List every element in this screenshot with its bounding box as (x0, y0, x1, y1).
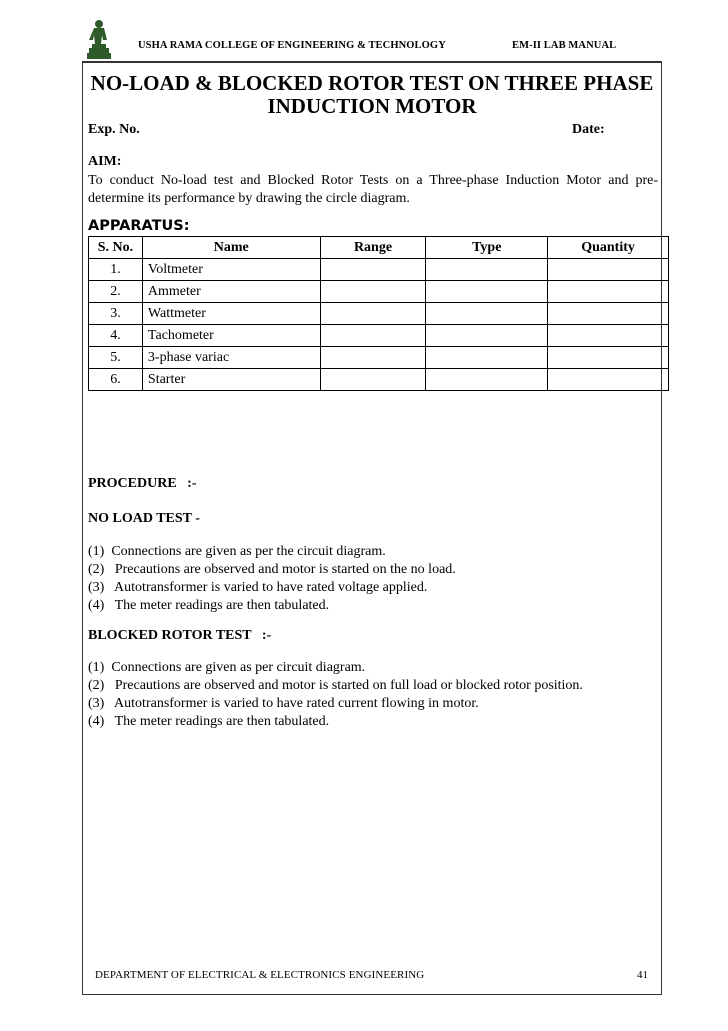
row-name: Voltmeter (142, 259, 320, 281)
row-sno: 2. (89, 281, 143, 303)
list-item: (3) Autotransformer is varied to have rated current flowing in motor. (88, 696, 479, 711)
row-range (320, 325, 426, 347)
blocked-rotor-heading: BLOCKED ROTOR TEST :- (88, 628, 272, 643)
row-name: 3-phase variac (142, 347, 320, 369)
header-college-name: USHA RAMA COLLEGE OF ENGINEERING & TECHNOLOGY (138, 40, 446, 51)
row-type (426, 303, 548, 325)
table-row (89, 281, 669, 303)
list-item: (4) The meter readings are then tabulated. (88, 714, 330, 729)
col-sno: S. No. (89, 237, 143, 259)
row-sno: 6. (89, 369, 143, 391)
title-line-1: NO-LOAD & BLOCKED ROTOR TEST ON THREE PHASE (90, 71, 654, 95)
no-load-steps (88, 543, 658, 615)
table-row (89, 325, 669, 347)
list-item: (2) Precautions are observed and motor is started on full load or blocked rotor position. (88, 678, 583, 693)
col-name: Name (142, 237, 320, 259)
aim-text: To conduct No-load test and Blocked Rotor Tests on a Three-phase Induction Motor and pre-determine its performance by drawing the circle diagram. (88, 173, 658, 206)
row-range (320, 369, 426, 391)
procedure-heading: PROCEDURE :- (88, 476, 197, 491)
row-range (320, 347, 426, 369)
no-load-heading: NO LOAD TEST - (88, 511, 200, 526)
page-title (82, 72, 662, 118)
college-logo-icon (86, 18, 112, 60)
list-item: (4) The meter readings are then tabulated. (88, 598, 330, 613)
table-row (89, 369, 669, 391)
table-row (89, 347, 669, 369)
row-quantity (548, 325, 669, 347)
list-item: (3) Autotransformer is varied to have rated voltage applied. (88, 580, 428, 595)
row-range (320, 259, 426, 281)
row-quantity (548, 259, 669, 281)
row-quantity (548, 347, 669, 369)
row-type (426, 259, 548, 281)
row-name: Tachometer (142, 325, 320, 347)
col-type: Type (426, 237, 548, 259)
row-name: Wattmeter (142, 303, 320, 325)
apparatus-heading: APPARATUS: (88, 218, 190, 234)
col-quantity: Quantity (548, 237, 669, 259)
apparatus-table (88, 236, 669, 391)
blocked-rotor-steps (88, 659, 658, 731)
row-name: Starter (142, 369, 320, 391)
row-quantity (548, 281, 669, 303)
date-label: Date: (572, 122, 605, 137)
row-range (320, 281, 426, 303)
row-type (426, 281, 548, 303)
list-item: (2) Precautions are observed and motor is started on the no load. (88, 562, 456, 577)
table-row (89, 303, 669, 325)
row-quantity (548, 369, 669, 391)
page-number: 41 (637, 969, 648, 981)
row-type (426, 369, 548, 391)
aim-heading: AIM: (88, 154, 122, 169)
footer-department: DEPARTMENT OF ELECTRICAL & ELECTRONICS ENGINEERING (95, 969, 425, 981)
row-type (426, 325, 548, 347)
row-quantity (548, 303, 669, 325)
list-item: (1) Connections are given as per the circuit diagram. (88, 544, 386, 559)
row-sno: 4. (89, 325, 143, 347)
header-manual-title: EM-II LAB MANUAL (512, 40, 617, 51)
exp-no-label: Exp. No. (88, 122, 140, 137)
row-type (426, 347, 548, 369)
row-sno: 1. (89, 259, 143, 281)
row-range (320, 303, 426, 325)
list-item: (1) Connections are given as per circuit diagram. (88, 660, 366, 675)
col-range: Range (320, 237, 426, 259)
row-sno: 5. (89, 347, 143, 369)
table-row (89, 259, 669, 281)
title-line-2: INDUCTION MOTOR (267, 94, 477, 118)
apparatus-header-row (89, 237, 669, 259)
row-sno: 3. (89, 303, 143, 325)
row-name: Ammeter (142, 281, 320, 303)
